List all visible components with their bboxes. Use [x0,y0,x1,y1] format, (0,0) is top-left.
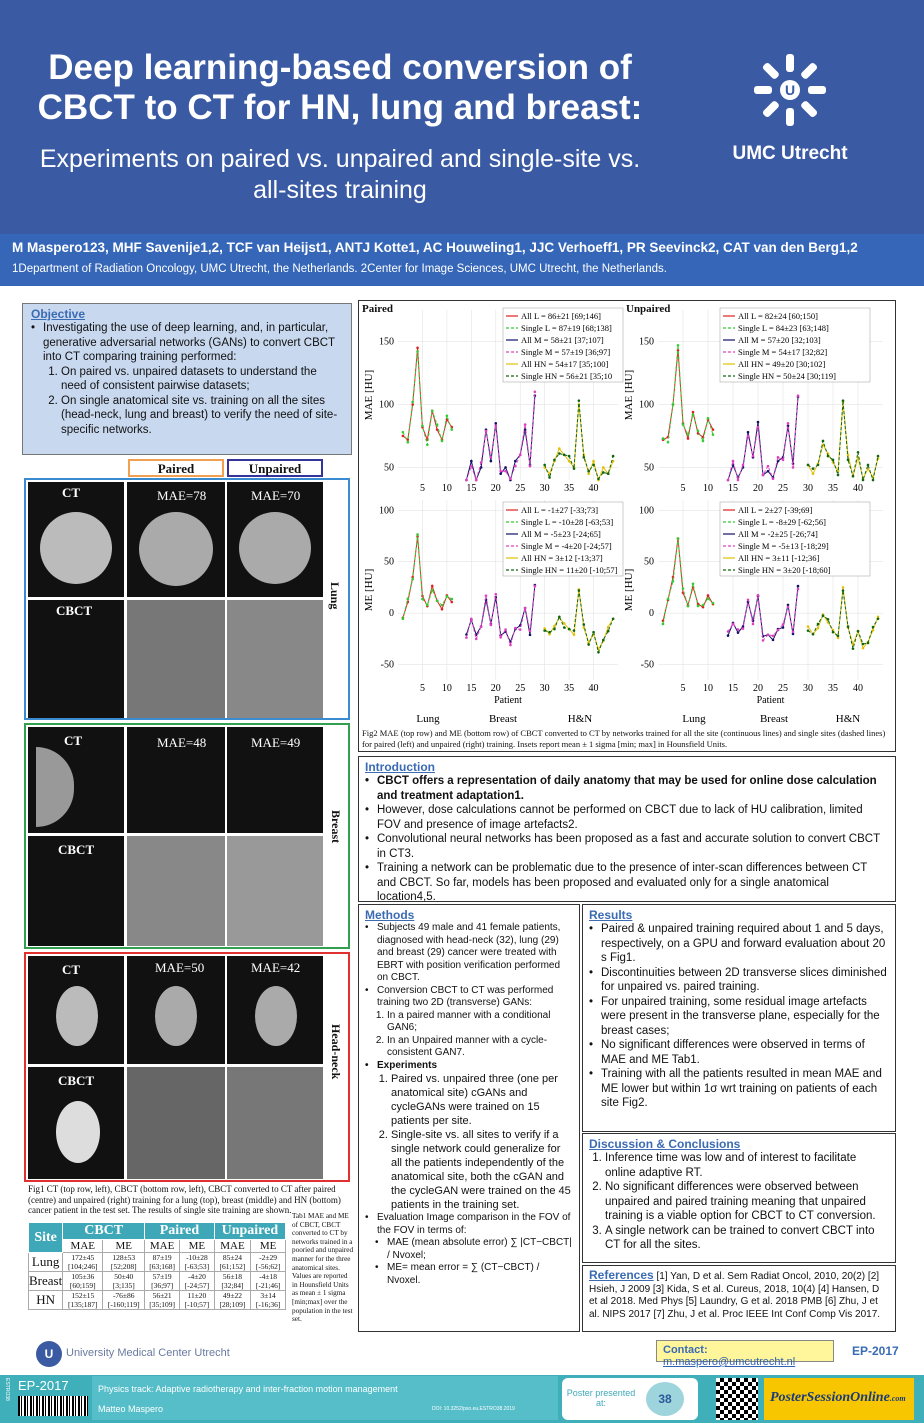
fig2-unpaired-title: Unpaired [626,303,671,315]
poster-title: Deep learning-based conversion of CBCT to CT for HN, lung and breast: [37,48,643,127]
references-box [582,1265,896,1332]
footer-side: ESTRO38 [4,1378,10,1401]
y-axis-label: ME [HU] [623,568,635,612]
poster-subtitle: Experiments on paired vs. unpaired and single-site vs. all-sites training [39,145,641,204]
x-tick-label: 40 [588,483,599,494]
methods-evaluation: • Evaluation Image comparison in the FOV of the FOV in terms of: [365,1212,573,1237]
legend-entry: Single M = -5±13 [-18;29] [738,541,829,551]
results-heading: Results [589,908,633,922]
contact-label: Contact: [663,1344,708,1356]
table-row [29,1253,286,1272]
y-tick-label: 150 [379,336,394,348]
lung-ct-image: CT [28,482,124,597]
tab1-cell: 57±19 [36;97] [145,1272,180,1291]
tab1-site: HN [29,1291,63,1310]
tab1-cell: 152±15 [135;187] [63,1291,103,1310]
fig1-col-paired: Paired [128,459,224,477]
footer-author: Matteo Maspero [98,1404,164,1414]
legend-entry: Single M = -4±20 [-24;57] [521,541,612,551]
results-item: • Paired & unpaired training required about 1 and 5 days, respectively, on a GPU and forward evaluation about 20 s Fig1. [589,922,889,966]
umc-logo [730,50,850,165]
tab1-cell: -10±28 [-63;53] [180,1253,215,1272]
table-row [29,1291,286,1310]
tab1-cell: 172±45 [104;246] [63,1253,103,1272]
x-tick-label: 5 [680,483,686,494]
barcode [18,1396,88,1416]
y-tick-label: 100 [639,505,654,517]
svg-text:U: U [784,82,796,98]
objective-item: 2. On single anatomical site vs. training on all the sites (head-neck, lung and breast) to verify the need of site-specific networks. [61,394,343,438]
x-tick-label: 30 [803,683,813,694]
tab1-cell: 56±21 [35;109] [145,1291,180,1310]
tab1-cell: -76±86 [-160;119] [103,1291,145,1310]
y-axis-label: MAE [HU] [623,369,635,421]
discussion-item: 3. A single network can be trained to convert CBCT into CT for all the sites. [605,1224,889,1253]
x-tick-label: 35 [564,483,575,494]
tab1-cell: 50±40 [3;135] [103,1272,145,1291]
breast-paired-image: MAE=48 [127,727,225,833]
legend-entry: Single HN = 11±20 [-10;57] [521,565,618,575]
references-text: [1] Yan, D et al. Sem Radiat Oncol, 2010, 20(2) [2] Hsieh, J 2009 [3] Kida, S et al. Cureus, 2018, 10(4) [4] Hansen, D et al 2018. Med Phys [5] Laundry, G et al. 2018 PMB [6] Zhu, J et al. NIPS 2017 [7] Zhu, J et al. Proc IEEE Int Conf Comp Vis 2017. [589,1271,881,1320]
legend-entry: All L = -1±27 [-33;73] [521,505,599,515]
x-tick-label: 35 [828,483,838,494]
methods-conv-item: 1. In a paired manner with a conditional GAN6; [387,1010,573,1035]
estro-badge: 38 [646,1382,684,1416]
legend-entry: All HN = 3±11 [-12;36] [738,553,820,563]
x-tick-label: 10 [703,483,713,494]
objective-text: • Investigating the use of deep learning, and, in particular, generative adversarial networks (GANs) to convert CBCT into CT comparing training performed: [31,321,343,365]
objective-heading: Objective [31,307,86,321]
tab1 [28,1222,286,1310]
x-axis-label: Patient [494,695,522,706]
x-tick-label: 20 [753,483,763,494]
x-tick-label: 15 [466,683,477,694]
fig2-caption: Fig2 MAE (top row) and ME (bottom row) of CBCT converted to CT by networks trained for all the site (continuous lines) and single sites (dashed lines) for paired (left) and unpaired (right) training. Insets report mean ± 1 sigma [min; max] in Hounsfield Units. [362,728,886,749]
fig1-hn-label: Head-neck [329,1024,343,1080]
tab1-cell: -2±29 [-56;62] [251,1253,286,1272]
hn-unpaired-sagittal [227,1067,323,1179]
logo-text: UMC Utrecht [732,143,848,164]
x-tick-label: 20 [753,683,763,694]
region-label: Lung [416,713,440,725]
umc-emblem-icon [750,50,830,130]
legend-entry: All M = -2±25 [-26;74] [738,529,818,539]
series-line [403,352,452,445]
references-heading: References [589,1268,654,1282]
x-tick-label: 30 [803,483,813,494]
authors: M Maspero123, MHF Savenije1,2, TCF van Heijst1, ANTJ Kotte1, AC Houweling1, JJC Verhoeff1, PR Seevinck2, CAT van den Berg1,2 [12,240,858,255]
y-tick-label: 50 [384,556,394,568]
breast-unpaired-image: MAE=49 [227,727,323,833]
y-tick-label: 50 [644,462,654,474]
methods-subjects: • Subjects 49 male and 41 female patients, diagnosed with head-neck (32), lung (29) and breast (29) cancer were treated with EBRT with position verification performed on CBCT. [365,922,573,985]
tab1-site: Lung [29,1253,63,1272]
data-point [534,391,537,394]
discussion-box [582,1133,896,1263]
methods-eval-item: • ME= mean error = ∑ (CT−CBCT) / Nvoxel. [375,1262,573,1287]
fig1-caption: Fig1 CT (top row, left), CBCT (bottom row, left), CBCT converted to CT after paired (centre) and unpaired (right) training for a lung (top), breast (middle) and HN (bottom) cancer patient in the test set. The results of single site training are shown. [28,1184,341,1215]
hn-paired-image: MAE=50 [127,956,225,1064]
legend-entry: Single M = 54±17 [32;82] [738,347,828,357]
x-tick-label: 25 [515,683,526,694]
legend-entry: Single L = 87±19 [68;138] [521,323,612,333]
discussion-heading: Discussion & Conclusions [589,1137,741,1151]
methods-box [358,904,580,1332]
x-tick-label: 25 [778,483,788,494]
tab1-col: MAE [63,1240,103,1253]
footer-track: Physics track: Adaptive radiotherapy and inter-fraction motion management [98,1384,398,1394]
objective-item: 1. On paired vs. unpaired datasets to understand the need of consistent pairwise datasets; [61,365,343,394]
tab1-cell: 128±53 [52;208] [103,1253,145,1272]
region-label: Breast [488,713,518,725]
y-tick-label: 100 [379,399,394,411]
series-line [545,591,613,653]
x-tick-label: 25 [515,483,526,494]
discussion-item: 1. Inference time was low and of interest to facilitate online adaptive RT. [605,1151,889,1180]
tab1-col: ME [103,1240,145,1253]
breast-ct-image: CT [28,727,124,833]
y-tick-label: 0 [389,608,394,620]
methods-eval-item: • MAE (mean absolute error) ∑ |CT−CBCT| / Nvoxel; [375,1237,573,1262]
x-tick-label: 10 [703,683,713,694]
data-point [737,479,740,482]
legend-entry: Single HN = 3±20 [-18;60] [738,565,831,575]
intro-item: • Convolutional neural networks has been proposed as a fast and accurate solution to convert CBCT in CT3. [365,832,889,861]
data-point [712,433,715,436]
tab1-col: MAE [145,1240,180,1253]
x-tick-label: 30 [539,683,550,694]
legend-entry: Single L = -8±29 [-62;56] [738,517,826,527]
tab1-col: ME [251,1240,286,1253]
y-tick-label: 50 [384,462,394,474]
x-tick-label: 40 [853,683,863,694]
region-label: Lung [682,713,706,725]
region-label: Breast [759,713,789,725]
y-axis-label: ME [HU] [363,568,375,612]
legend-entry: All L = 82±24 [60;150] [738,311,818,321]
legend-entry: All M = -5±23 [-24;65] [521,529,601,539]
legend-entry: Single M = 57±19 [36;97] [521,347,611,357]
hn-paired-sagittal [127,1067,225,1179]
table-row [29,1272,286,1291]
affiliations: 1Department of Radiation Oncology, UMC Utrecht, the Netherlands. 2Center for Image Sciences, UMC Utrecht, the Netherlands. [12,263,667,275]
series-line [808,587,878,648]
tab1-site-header: Site [29,1223,63,1253]
data-point [797,588,800,591]
y-tick-label: 100 [639,399,654,411]
data-point [842,589,845,592]
tab1-paired-header: Paired [145,1223,215,1240]
qr-code[interactable] [716,1378,758,1420]
x-tick-label: 20 [490,683,501,694]
tab1-cell: 87±19 [63;168] [145,1253,180,1272]
y-tick-label: -50 [380,659,394,671]
series-line [663,539,713,624]
legend-entry: Single L = -10±28 [-63;53] [521,517,614,527]
lung-unpaired-image: MAE=70 [227,482,323,597]
umc-bottom-text: University Medical Center Utrecht [66,1347,230,1359]
x-tick-label: 30 [539,483,550,494]
legend-entry: All L = 86±21 [69;146] [521,311,601,321]
pso-logo[interactable]: PosterSessionOnline.com [770,1390,906,1405]
series-line [663,345,713,442]
region-label: H&N [567,713,593,725]
hn-ct-image: CT [28,956,124,1064]
series-line [466,392,535,480]
legend-entry: All HN = 49±20 [30;102] [738,359,826,369]
contact-email[interactable]: m.maspero@umcutrecht.nl [663,1356,796,1368]
series-line [466,586,535,645]
y-tick-label: 150 [639,336,654,348]
x-tick-label: 25 [778,683,788,694]
legend-entry: All L = 2±27 [-39;69] [738,505,813,515]
y-tick-label: -50 [640,659,654,671]
fig2-charts [358,300,896,752]
series-line [545,404,613,480]
results-item: • For unpaired training, some residual image artefacts were present in the transverse plane, especially for the breast cases; [589,995,889,1039]
series-line [808,591,878,649]
contact-box [656,1340,834,1368]
tab1-col: ME [180,1240,215,1253]
results-item: • Discontinuities between 2D transverse slices diminished for unpaired vs. paired training. [589,966,889,995]
tab1-cell: 105±36 [60;159] [63,1272,103,1291]
x-tick-label: 15 [466,483,477,494]
x-axis-label: Patient [756,695,785,706]
tab1-cell: 85±24 [61;152] [214,1253,251,1272]
x-tick-label: 35 [828,683,838,694]
x-tick-label: 15 [728,683,738,694]
lung-paired-coronal [127,600,225,718]
x-tick-label: 40 [853,483,863,494]
tab1-cell: 11±20 [-10;57] [180,1291,215,1310]
series-line [663,539,713,621]
introduction-box [358,756,896,902]
tab1-col: MAE [214,1240,251,1253]
methods-exp-item: 2. Single-site vs. all sites to verify if a single network could generalize for all the patients independently of the anatomical site, both the cGAN and the cycleGAN were trained on the 45 patients in the training set. [391,1128,573,1212]
fig1-breast-label: Breast [329,810,343,844]
fig2-paired-title: Paired [362,303,393,315]
objective-box [22,303,352,455]
ep-label: EP-2017 [852,1344,899,1358]
discussion-item: 2. No significant differences were observed between unpaired and paired training meaning that unpaired training is a viable option for CBCT to CT conversion. [605,1180,889,1224]
hn-unpaired-image: MAE=42 [227,956,323,1064]
intro-item: • However, dose calculations cannot be performed on CBCT due to lack of HU calibration, limited FOV and presence of image artefacts2. [365,803,889,832]
y-axis-label: MAE [HU] [363,369,375,421]
region-label: H&N [835,713,861,725]
legend-entry: Single HN = 56±21 [35;10 [521,371,613,381]
x-tick-label: 15 [728,483,738,494]
x-tick-label: 20 [490,483,501,494]
breast-paired-coronal [127,836,225,946]
x-tick-label: 5 [680,683,686,694]
legend-entry: Single HN = 50±24 [30;119] [738,371,836,381]
footer-doi: DOI: 10.3252/pso.eu.ESTRO38.2019 [432,1406,515,1412]
tab1-unpaired-header: Unpaired [214,1223,285,1240]
tab1-cell: -4±20 [-24;57] [180,1272,215,1291]
legend-entry: Single L = 84±23 [63;148] [738,323,829,333]
intro-item: • Training a network can be problematic due to the presence of inter-scan differences between CT and CBCT. So far, models has been proposed and evaluated only for a single anatomical location4,5. [365,861,889,905]
x-tick-label: 5 [419,683,425,694]
legend-entry: All HN = 54±17 [35;100] [521,359,609,369]
lung-cbct-image: CBCT [28,600,124,718]
tab1-cbct-header: CBCT [63,1223,145,1240]
y-tick-label: 0 [649,608,654,620]
hn-cbct-image: CBCT [28,1067,124,1179]
fig1-col-unpaired: Unpaired [227,459,323,477]
results-item: • No significant differences were observed in terms of MAE and ME Tab1. [589,1038,889,1067]
tab1-cell: 3±14 [-16;36] [251,1291,286,1310]
methods-experiments: • Experiments [365,1060,573,1073]
footer-ep: EP-2017 [18,1378,69,1393]
legend-entry: All HN = 3±12 [-13;37] [521,553,603,563]
x-tick-label: 40 [588,683,599,694]
x-tick-label: 5 [419,483,425,494]
breast-cbct-image: CBCT [28,836,124,946]
methods-conv-item: 2. In an Unpaired manner with a cycle-consistent GAN7. [387,1035,573,1060]
legend-entry: All M = 58±21 [37;107] [521,335,604,345]
fig1-lung-label: Lung [328,582,342,610]
methods-conversion: • Conversion CBCT to CT was performed training two 2D (transverse) GANs: [365,985,573,1010]
breast-unpaired-coronal [227,836,323,946]
tab1-caption: Tab1 MAE and ME of CBCT, CBCT converted to CT by networks trained in a pooried and unpaired manner for the three anatomical sites. Values are reported in Hounsfield Units as mean ± 1 sigma [min;max] over the population in the test set. [292,1212,354,1324]
intro-item: • CBCT offers a representation of daily anatomy that may be used for online dose calculation and treatment adaptation1. [365,774,889,803]
x-tick-label: 10 [441,483,452,494]
tab1-site: Breast [29,1272,63,1291]
results-item: • Training with all the patients resulted in mean MAE and ME lower but within 1σ wrt training on patients of each site Fig2. [589,1067,889,1111]
legend-entry: All M = 57±20 [32;103] [738,335,821,345]
lung-paired-image: MAE=78 [127,482,225,597]
results-box [582,904,896,1132]
presented-text: Poster presented at: [566,1388,636,1408]
tab1-cell: 56±18 [32;84] [214,1272,251,1291]
y-tick-label: 100 [379,505,394,517]
tab1-cell: -4±18 [-21;46] [251,1272,286,1291]
y-tick-label: 50 [644,556,654,568]
methods-heading: Methods [365,908,415,922]
data-point [524,423,527,426]
umc-small-icon: U [36,1341,62,1367]
methods-exp-item: 1. Paired vs. unpaired three (one per anatomical site) cGANs and cycleGANs were trained on 15 patients per site. [391,1072,573,1128]
introduction-heading: Introduction [365,760,435,774]
tab1-cell: 49±22 [28;109] [214,1291,251,1310]
x-tick-label: 10 [441,683,452,694]
lung-unpaired-coronal [227,600,323,718]
x-tick-label: 35 [564,683,575,694]
data-point [877,455,880,458]
